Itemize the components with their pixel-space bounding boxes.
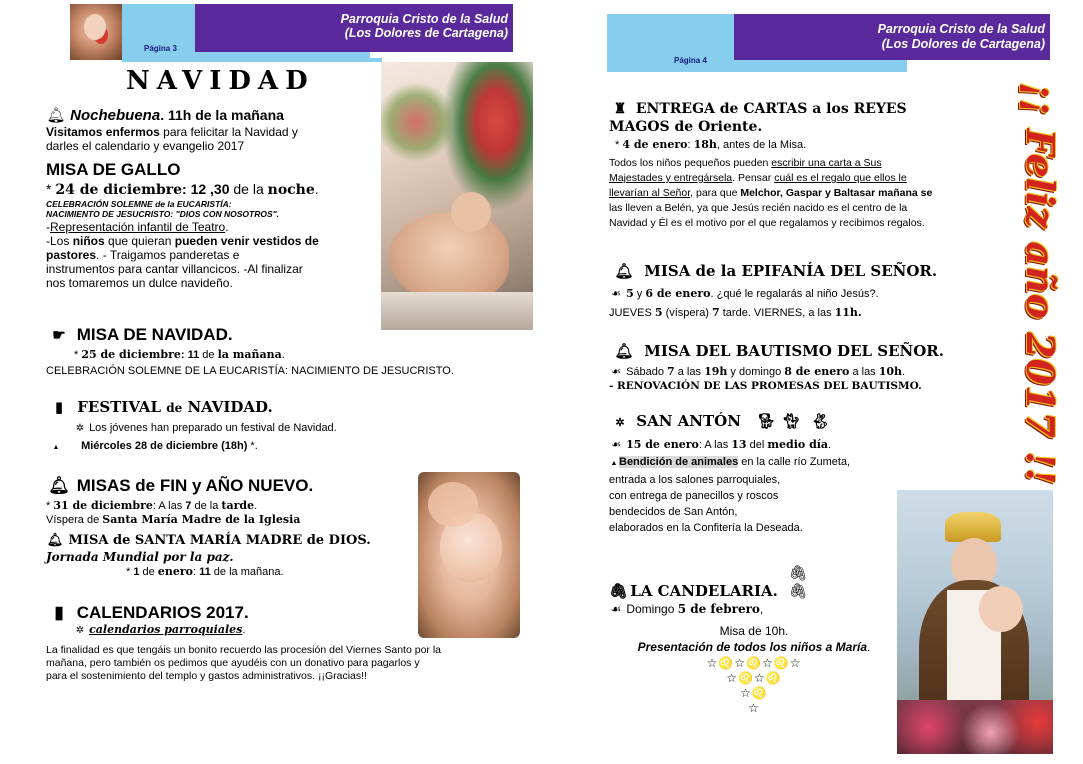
anton-l1d: del (746, 439, 768, 451)
bau-l1g: a las (849, 366, 879, 378)
section-nochebuena (46, 106, 386, 153)
ornament-bullet-icon: ☙ (611, 366, 621, 378)
cartas-l5: Navidad y Él es el motivo por el que regalamos y recibimos regalos. (609, 217, 925, 229)
anton-l1f: . (828, 439, 832, 451)
calendarios-title: CALENDARIOS 2017. (76, 603, 249, 622)
navidad-solemn: CELEBRACIÓN SOLEMNE DE LA EUCARISTÍA: NACIMIENTO DE JESUCRISTO. (46, 365, 454, 377)
kids-b: niños (72, 234, 105, 248)
book-icon: ▮ (54, 603, 64, 622)
fin-date-f: . (254, 500, 258, 512)
triangle-bullet-icon: ▲ (610, 460, 618, 467)
candelaria-title: LA CANDELARIA. (630, 582, 778, 600)
header-parish: Parroquia Cristo de la Salud (877, 22, 1045, 36)
cartas-l2u: Majestades y entregársela (609, 172, 733, 184)
nochebuena-name: Nochebuena (70, 107, 161, 124)
fin-date-d: de la (191, 500, 222, 512)
cartas-l2u2: cuál es el regalo que ellos le (774, 172, 907, 184)
epi-l1a: 5 (626, 287, 634, 300)
epi-l1c: 6 de enero (645, 287, 711, 300)
fin-date: 31 de diciembre (53, 499, 153, 512)
cand-l1c: , (759, 602, 764, 616)
section-misa-navidad: ☛ MISA DE NAVIDAD. * 25 de diciembre: 11 de la mañana. CELEBRACIÓN SOLEMNE DE LA EUCARISTÍA: NACIMIENTO DE JESUCRISTO. (46, 325, 526, 378)
dog-icon: 🐕︎ (756, 412, 776, 430)
page-4 (541, 0, 1083, 764)
page-number: Página 4 (674, 56, 707, 65)
bau-l1b: 7 (667, 365, 675, 378)
page-3 (0, 0, 541, 764)
visit-rest: para felicitar la Navidad y (159, 125, 298, 139)
feliz-ano-banner (1015, 82, 1065, 485)
anton-l1a: 15 de enero (626, 438, 699, 451)
epi-l2e: tarde. VIERNES, a las (719, 307, 835, 319)
festival-title-c: NAVIDAD. (182, 398, 273, 416)
bell-icon: 🔔︎ (46, 532, 64, 547)
bell-icon: 🔔︎ (46, 107, 66, 124)
kids-f: . - Traigamos panderetas e (96, 248, 240, 262)
calendarios-body-2: mañana, pero también os pedimos que ayudéis con un donativo para pagarlos y (46, 657, 420, 669)
bau-l1c: a las (674, 366, 705, 378)
cartas-l3: , para que (690, 187, 741, 199)
cartas-l3b: Melchor, Gaspar y Baltasar mañana se (740, 187, 933, 199)
hand-pointer-icon: ☛ (52, 327, 66, 344)
section-festival (46, 398, 516, 454)
cartas-date-d: , antes de la Misa. (716, 139, 807, 151)
epi-l2b: 5 (654, 306, 663, 319)
gallo-solemn-2: NACIMIENTO DE JESUCRISTO: "DIOS CON NOSOTROS". (46, 209, 280, 219)
calendarios-body-1: La finalidad es que tengáis un bonito recuerdo las procesión del Viernes Santo por la (46, 644, 441, 656)
epi-l1d: . ¿qué le regalarás al niño Jesús?. (710, 288, 879, 300)
navidad-title: MISA DE NAVIDAD. (76, 325, 233, 344)
navidad-date-e: . (281, 349, 285, 361)
fin-date-b: : A las (152, 500, 186, 512)
anton-l2b: en la calle río Zumeta, (738, 456, 851, 468)
header-parish: Parroquia Cristo de la Salud (340, 12, 508, 26)
castle-icon: ♜ (613, 101, 627, 117)
header-location: (Los Dolores de Cartagena) (344, 26, 508, 40)
anton-l2a: Bendición de animales (619, 456, 739, 468)
cartas-date-b: : (687, 139, 694, 151)
mary-title: MISA de SANTA MARÍA MADRE de DIOS. (68, 533, 371, 548)
fin-date-e: tarde (221, 499, 255, 512)
anton-l3: entrada a los salones parroquiales, (609, 474, 781, 486)
gallo-hour: : 12 ,30 (182, 181, 230, 197)
section-misa-gallo: MISA DE GALLO * 24 de diciembre: 12 ,30 de la noche. CELEBRACIÓN SOLEMNE de la EUCARISTÍA: NACIMIENTO DE JESUCRISTO: "DIOS CON NOSOTROS". -Representación infantil de Teatro. -Los niños que quieran pueden venir vestidos de pastores. - Traigamos panderetas e instrumentos para cantar villancicos. -Al finalizar nos tomaremos un dulce navideño. (46, 160, 386, 290)
cartas-l3u: llevarían al Señor (609, 187, 691, 199)
anton-l6: elaborados en la Confitería la Deseada. (609, 522, 803, 534)
anton-l1e: medio día (767, 438, 829, 451)
anton-l1c: 13 (731, 438, 747, 451)
visit-bold: Visitamos enfermos (46, 125, 160, 139)
kids-c: que quieran (104, 234, 175, 248)
cand-l1b: 5 de febrero (677, 602, 760, 616)
cartas-title-2: MAGOS de Oriente. (609, 119, 763, 135)
bautismo-title: MISA DEL BAUTISMO DEL SEÑOR. (644, 342, 944, 360)
fin-title: MISAS de FIN y AÑO NUEVO. (76, 476, 314, 495)
star-row-2: ☆♌☆♌ (726, 671, 782, 685)
gallo-date-c: de la (229, 181, 268, 197)
festival-title-b: de (166, 401, 183, 415)
cartas-l2: . Pensar (732, 172, 775, 184)
paperclip-icon: 🖇︎ (609, 582, 629, 600)
bau-l1f: 8 de enero (784, 365, 850, 378)
section-san-anton (609, 412, 929, 536)
anton-title: SAN ANTÓN (636, 412, 741, 430)
header-underline (122, 58, 382, 62)
anton-l4: con entrega de panecillos y roscos (609, 490, 779, 502)
star-bullet-icon: ✲ (615, 417, 625, 429)
cartas-l1u: escribir una carta a Sus (771, 157, 882, 169)
cat-icon: 🐈︎ (781, 412, 801, 430)
fin-date-c: 7 (185, 500, 192, 512)
ornament-bullet-icon: ☙ (610, 602, 622, 616)
bell-icon: 🔔︎ (614, 343, 634, 360)
bell-icon: 🔔︎ (48, 476, 70, 495)
nativity-photo (381, 62, 533, 330)
cartas-hour: 18h (693, 138, 717, 151)
feliz-ano-text: ¡¡ Feliz año 2017 !! (1018, 82, 1063, 485)
section-epifania (609, 262, 1009, 320)
gallo-theatre: Representación infantil de Teatro (50, 220, 226, 234)
star-bullet-icon: ✲ (75, 423, 85, 434)
section-candelaria (609, 564, 899, 716)
epi-l2a: JUEVES (609, 307, 655, 319)
ornament-bullet-icon: ☙ (611, 439, 621, 451)
cand-l3: Presentación de todos los niños a María (637, 640, 868, 654)
section-cartas: ♜ ENTREGA de CARTAS a los REYES MAGOS de Oriente. * 4 de enero: 18h, antes de la Misa. Todos los niños pequeños pueden escribir una carta a Sus Majestades y entregársela. Pensar cuál es el regalo que ellos le llevarían al Señor, para que Melchor, Gaspar y Baltasar mañana se las lleven a Belén, ya que Jesús recién nacido es el centro de la Navidad y Él es el motivo por el que regalamos y recibimos regalos. (609, 100, 999, 231)
calendarios-sub-tail: . (242, 624, 246, 636)
jan-b: de (139, 566, 158, 578)
virgin-carmen-photo (897, 490, 1053, 754)
jornada: Jornada Mundial por la paz. (46, 550, 234, 564)
bau-l1h: 10h (878, 365, 903, 378)
jan-c: enero (157, 565, 193, 578)
section-bautismo (609, 342, 1019, 394)
book-icon: ▮ (54, 398, 64, 416)
gallo-date-d: noche (267, 182, 315, 198)
header-location: (Los Dolores de Cartagena) (881, 37, 1045, 51)
star-bullet-icon: ✲ (75, 625, 85, 636)
kids-a: -Los (46, 234, 73, 248)
festival-title-a: FESTIVAL (77, 398, 167, 416)
star-row-3: ☆♌ (740, 686, 768, 700)
jan-d: : (192, 566, 200, 578)
epi-l2c: (víspera) (662, 307, 713, 319)
bau-l1a: Sábado (626, 366, 668, 378)
bell-icon: 🔔︎ (614, 263, 634, 280)
gallo-solemn-1: CELEBRACIÓN SOLEMNE de la EUCARISTÍA: (46, 199, 232, 209)
page-number: Página 3 (144, 44, 177, 53)
calendarios-sub: calendarios parroquiales (89, 623, 243, 636)
cartas-l1: Todos los niños pequeños pueden (609, 157, 772, 169)
gallo-title: MISA DE GALLO (46, 160, 181, 179)
jan-f: de la mañana. (210, 566, 284, 578)
navidad-hour: : 11 (180, 349, 200, 361)
header-photo-child-icon (84, 14, 106, 40)
festival-desc: Los jóvenes han preparado un festival de Navidad. (89, 422, 337, 434)
bau-l1d: 19h (704, 365, 728, 378)
cand-l2: Misa de 10h. (719, 624, 789, 638)
triangle-bullet-icon: ▲ (52, 444, 60, 451)
section-calendarios (46, 603, 526, 683)
navidad-date-c: de (199, 349, 218, 361)
visit-line2: darles el calendario y evangelio 2017 (46, 139, 245, 153)
ornament-bullet-icon: ☙ (611, 288, 621, 300)
cartas-l4: las lleven a Belén, ya que Jesús recién nacido es el centro de la (609, 202, 908, 214)
epi-l2f: 11h. (834, 306, 862, 319)
page-title: NAVIDAD (126, 66, 315, 96)
kids-e: pastores (46, 248, 97, 262)
star-row-4: ☆ (748, 701, 760, 715)
anton-l1b: : A las (698, 439, 732, 451)
navidad-date: 25 de diciembre (81, 348, 181, 361)
jan-e: 11 (199, 566, 211, 578)
vespera-a: Víspera de (46, 514, 103, 526)
paperclip-icon: 🖇︎🖇︎ (788, 564, 808, 600)
epi-l2d: 7 (712, 306, 720, 319)
calendarios-body-3: para el sostenimiento del templo y gastos administrativos. ¡¡Gracias!! (46, 670, 367, 682)
star-row-1: ☆♌☆♌☆♌☆ (706, 656, 802, 670)
vespera-b: Santa María Madre de la Iglesia (102, 513, 301, 526)
cartas-title-1: ENTREGA de CARTAS a los REYES (635, 101, 907, 117)
anton-l5: bendecidos de San Antón, (609, 506, 738, 518)
epi-l1b: y (633, 288, 646, 300)
kids-d: pueden venir vestidos de (174, 234, 319, 248)
kids-h: nos tomaremos un dulce navideño. (46, 276, 233, 290)
gallo-date-e: . (314, 181, 319, 197)
cartas-date: 4 de enero (622, 138, 688, 151)
festival-date-tail: *. (247, 440, 258, 452)
navidad-date-d: la mañana (217, 348, 282, 361)
nochebuena-time: . 11h de la mañana (160, 107, 284, 123)
cand-l1a: Domingo (626, 602, 678, 616)
rabbit-icon: 🐇︎ (810, 412, 830, 430)
kids-g: instrumentos para cantar villancicos. -Al finalizar (46, 262, 303, 276)
bautismo-renovacion: - RENOVACIÓN DE LAS PROMESAS DEL BAUTISMO. (609, 380, 922, 392)
section-fin-ano: 🔔︎ MISAS de FIN y AÑO NUEVO. * 31 de diciembre: A las 7 de la tarde. Víspera de Santa María Madre de la Iglesia 🔔︎ MISA de SANTA MARÍA MADRE de DIOS. Jornada Mundial por la paz. * 1 de enero: 11 de la mañana. (46, 476, 426, 579)
bau-l1e: y domingo (727, 366, 785, 378)
festival-date: Miércoles 28 de diciembre (18h) (81, 440, 248, 452)
gallo-date: 24 de diciembre (55, 182, 183, 198)
cand-l3b: . (867, 640, 871, 654)
epifania-title: MISA de la EPIFANÍA DEL SEÑOR. (644, 262, 938, 280)
jan-a: 1 (133, 566, 140, 578)
bau-l1i: . (902, 366, 906, 378)
